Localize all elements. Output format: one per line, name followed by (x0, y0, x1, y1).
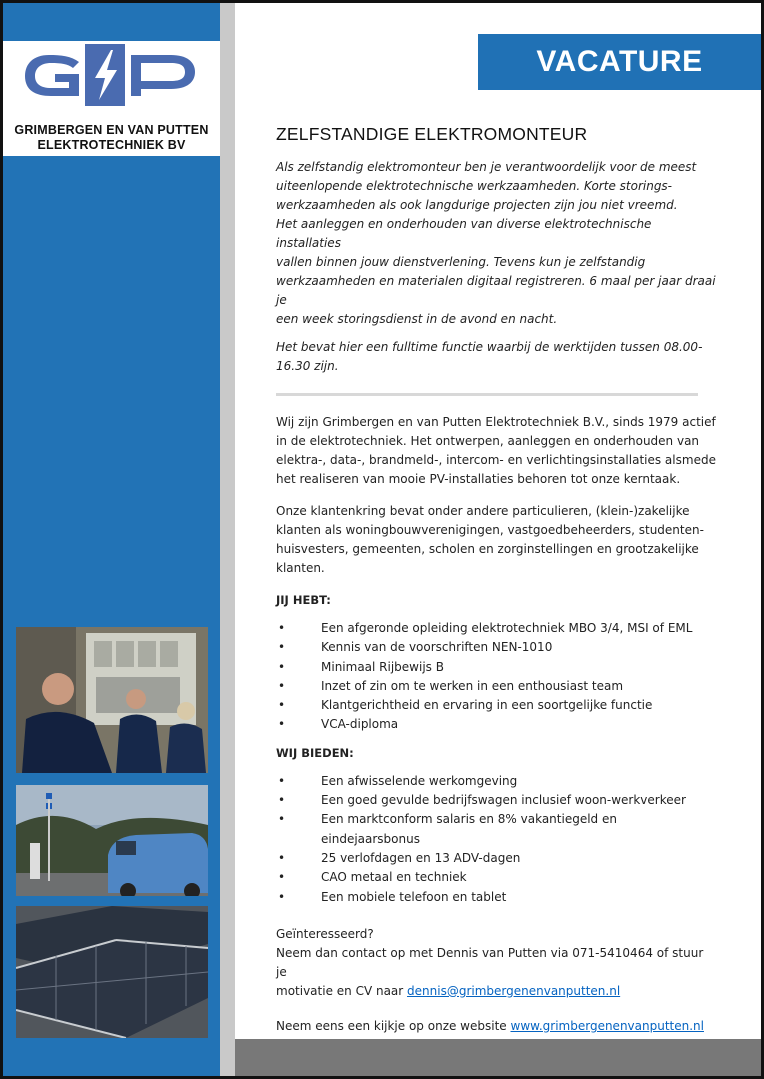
about-line: huisvesters, gemeenten, scholen en zorginstellingen en grootzakelijke (276, 542, 699, 556)
bullet-icon: • (278, 678, 286, 693)
photo-solar-panels (16, 906, 208, 1038)
requirements-list (276, 619, 716, 735)
company-name-line2: ELEKTROTECHNIEK BV (37, 138, 186, 152)
photo-electricians-switchboard (16, 627, 208, 773)
company-name-line1: GRIMBERGEN EN VAN PUTTEN (14, 123, 209, 137)
list-item: • VCA-diploma (276, 715, 716, 734)
hours-line: 16.30 zijn. (276, 359, 339, 373)
sidebar-divider-strip (220, 3, 235, 1076)
bullet-icon: • (278, 812, 286, 827)
about-line: elektra-, data-, brandmeld-, intercom- en verlichtingsinstallaties alsmede (276, 453, 716, 467)
about-line: in de elektrotechniek. Het ontwerpen, aanleggen en onderhouden van (276, 434, 700, 448)
intro-line: uiteenlopende elektrotechnische werkzaamheden. Korte storings- (276, 179, 673, 193)
bullet-icon: • (278, 889, 286, 904)
bullet-icon: • (278, 850, 286, 865)
about-line: Onze klantenkring bevat onder andere particulieren, (klein-)zakelijke (276, 504, 690, 518)
requirements-heading: JIJ HEBT: (276, 593, 331, 607)
offer-heading: WIJ BIEDEN: (276, 745, 354, 760)
logo-mark (21, 44, 201, 122)
list-item: • 25 verlofdagen en 13 ADV-dagen (276, 849, 716, 868)
job-hours (276, 338, 716, 376)
bullet-icon: • (278, 698, 286, 713)
contact-block (276, 925, 716, 1001)
list-item: • Een mobiele telefoon en tablet (276, 888, 716, 907)
bullet-icon: • (278, 621, 286, 635)
intro-line: een week storingsdienst in de avond en nacht. (276, 312, 558, 326)
section-divider (276, 393, 698, 396)
list-item: • Inzet of zin om te werken in een enthousiast team (276, 677, 716, 696)
about-line: klanten als woningbouwverenigingen, vastgoedbeheerders, studenten- (276, 523, 704, 537)
list-item: • Een goed gevulde bedrijfswagen inclusief woon-werkverkeer (276, 791, 716, 810)
sidebar (3, 3, 220, 1076)
bullet-icon: • (278, 793, 286, 808)
list-item: • Een afwisselende werkomgeving (276, 772, 716, 791)
bullet-icon: • (278, 717, 286, 732)
list-item: • CAO metaal en techniek (276, 868, 716, 887)
about-line: Wij zijn Grimbergen en van Putten Elektrotechniek B.V., sinds 1979 actief (276, 415, 716, 429)
intro-line: werkzaamheden als ook langdurige projecten zijn jou niet vreemd. (276, 198, 678, 212)
website-prefix: Neem eens een kijkje op onze website (276, 1018, 511, 1033)
about-paragraph-2 (276, 502, 716, 578)
job-title: ZELFSTANDIGE ELEKTROMONTEUR (276, 124, 588, 144)
email-link[interactable]: dennis@grimbergenenvanputten.nl (407, 983, 621, 998)
intro-line: Als zelfstandig elektromonteur ben je verantwoordelijk voor de meest (276, 160, 697, 174)
list-item: • Een marktconform salaris en 8% vakantiegeld en eindejaarsbonus (278, 812, 617, 846)
about-line: het realiseren van mooie PV-installaties behoren tot onze kerntaak. (276, 472, 681, 486)
bullet-icon: • (278, 773, 286, 788)
about-paragraph-1 (276, 413, 716, 489)
contact-question: Geïnteresseerd? (276, 926, 374, 941)
intro-line: Het aanleggen en onderhouden van diverse elektrotechnische installaties (276, 217, 652, 250)
company-logo (3, 41, 220, 156)
list-item: • Een afgeronde opleiding elektrotechniek MBO 3/4, MSI of EML (276, 619, 716, 638)
about-line: klanten. (276, 561, 325, 575)
vacancy-content (276, 125, 716, 1036)
hours-line: Het bevat hier een fulltime functie waarbij de werktijden tussen 08.00- (276, 340, 703, 354)
job-intro (276, 158, 716, 329)
list-item: • Kennis van de voorschriften NEN-1010 (276, 638, 716, 657)
list-item: • Klantgerichtheid en ervaring in een soortgelijke functie (276, 696, 716, 715)
bullet-icon: • (278, 659, 286, 674)
contact-line: Neem dan contact op met Dennis van Putten via 071-5410464 of stuur je (276, 945, 704, 979)
bullet-icon: • (278, 870, 286, 885)
website-link[interactable]: www.grimbergenenvanputten.nl (510, 1018, 704, 1033)
intro-line: vallen binnen jouw dienstverlening. Tevens kun je zelfstandig (276, 255, 646, 269)
website-line (276, 1017, 716, 1036)
intro-line: werkzaamheden en materialen digitaal registreren. 6 maal per jaar draai je (276, 274, 716, 307)
contact-line-prefix: motivatie en CV naar (276, 983, 408, 998)
bullet-icon: • (278, 640, 286, 655)
list-item: • Minimaal Rijbewijs B (276, 658, 716, 677)
offer-list (276, 772, 716, 907)
photo-company-van (16, 785, 208, 896)
vacancy-banner: VACATURE (478, 34, 761, 90)
footer-bar (235, 1039, 761, 1076)
